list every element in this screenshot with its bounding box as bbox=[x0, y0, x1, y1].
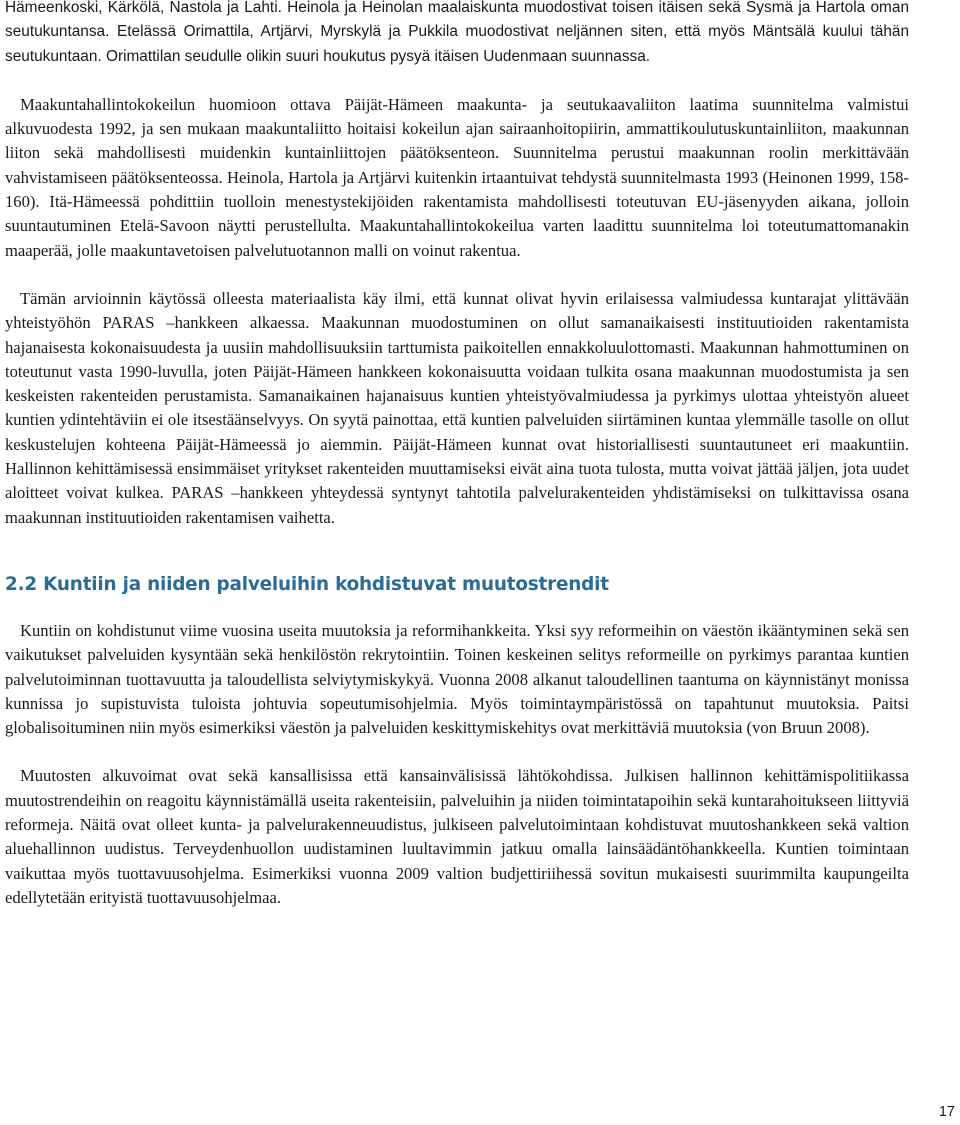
page-number: 17 bbox=[938, 1104, 955, 1120]
section-heading: 2.2 Kuntiin ja niiden palveluihin kohdistuvat muutostrendit bbox=[5, 573, 609, 595]
paragraph-3: Tämän arvioinnin käytössä olleesta materiaalista käy ilmi, että kunnat olivat hyvin erilaisessa valmiudessa kuntarajat ylittävään yhteistyöhön PARAS –hankkeen alkaessa. Maakunnan muodostuminen on ollut samanaikaisesti instituutioiden rakentamista hajanaisesta kokonaisuudesta ja uusiin mahdollisuuksiin tarttumista paikoitellen ennakkoluulottomasti. Maakunnan hahmottuminen on toteutunut vasta 1990-luvulla, joten Päijät-Hämeen hankkeen kokonaisuutta voidaan tulkita osana maakunnan muodostumista ja sen keskeisten rakenteiden perustamista. Samanaikainen hajanaisuus kuntien yhteistyövalmiudessa ja pyrkimys ulottaa yhteistyön alueet kuntien ydintehtäviin ei ole itsestäänselvyys. On syytä painottaa, että kuntien palveluiden siirtäminen kuntaa ylemmälle tasolle on ollut keskustelujen kohteena Päijät-Hämeessä jo aiemmin. Päijät-Hämeen kunnat ovat historiallisesti suuntautuneet eri maakuntiin. Hallinnon kehittämisessä ensimmäiset yritykset rakenteiden muuttamiseksi eivät aina tuota tulosta, mutta voivat jättää jäljen, jota uudet aloitteet voivat kulkea. PARAS –hankkeen yhteydessä syntynyt tahtotila palvelurakenteiden yhdistämiseksi on tulkittavissa osana maakunnan instituutioiden rakentamisen vaihetta. bbox=[5, 288, 909, 527]
paragraph-4: Kuntiin on kohdistunut viime vuosina useita muutoksia ja reformihankkeita. Yksi syy reformeihin on väestön ikääntyminen sekä sen vaikutukset palveluiden kysyntään sekä henkilöstön rekrytointiin. Toinen keskeinen selitys reformeille on pyrkimys parantaa kuntien palvelutoiminnan tuottavuutta ja taloudellista selviytymiskykyä. Vuonna 2008 alkanut taloudellinen taantuma on käynnistänyt monissa kunnissa jo supistuvista tuloista johtuvia sopeutumisohjelmia. Myös toimintaympäristössä on tapahtunut muutoksia. Paitsi globalisoituminen niin myös esimerkiksi väestön ja palveluiden keskittymiskehitys ovat merkittäviä muutoksia (von Bruun 2008). bbox=[5, 620, 909, 738]
document-page bbox=[5, 0, 909, 910]
paragraph-2: Maakuntahallintokokeilun huomioon ottava Päijät-Hämeen maakunta- ja seutukaavaliiton laatima suunnitelma valmistui alkuvuodesta 1992, ja sen mukaan maakuntaliitto hoitaisi kokeilun ajan sairaanhoitopiirin, ammattikoulutuskuntainliiton, maakunnan liiton sekä mahdollisesti muidenkin kuntainliittojen päätöksenteon. Suunnitelma perustui maakunnan roolin merkittävään vahvistamiseen päätöksenteossa. Heinola, Hartola ja Artjärvi kuitenkin irtaantuivat tehdystä suunnitelmasta 1993 (Heinonen 1999, 158-160). Itä-Hämeessä pohdittiin tuolloin menestystekijöiden rakentamista mahdollisesti toteutuvan EU-jäsenyyden aikana, jolloin suuntautuminen Etelä-Savoon näytti perustellulta. Maakuntahallintokokeilua varten laadittu suunnitelma loi toteutumattomanakin maaperää, jolle maakuntavetoisen palvelutuotannon malli on voinut rakentua. bbox=[5, 94, 909, 260]
paragraph-5: Muutosten alkuvoimat ovat sekä kansallisissa että kansainvälisissä lähtökohdissa. Julkisen hallinnon kehittämispolitiikassa muutostrendeihin on reagoitu käynnistämällä useita rakenteisiin, palveluihin ja niiden toimintatapoihin sekä kuntarahoitukseen liittyviä reformeja. Näitä ovat olleet kunta- ja palvelurakenneuudistus, julkiseen palvelutoimintaan kohdistuvat muutoshankkeen sekä valtion aluehallinnon uudistus. Terveydenhuollon uudistaminen luultavimmin jatkuu omalla lainsäädäntöhankkeella. Kuntien toimintaan vaikuttaa myös tuottavuusohjelma. Esimerkiksi vuonna 2009 valtion budjettiriihessä sovitun mukaisesti suurimmilta kaupungeilta edellytetään erityistä tuottavuusohjelmaa. bbox=[5, 766, 909, 907]
paragraph-1: Hämeenkoski, Kärkölä, Nastola ja Lahti. Heinola ja Heinolan maalaiskunta muodostivat toisen itäisen sekä Sysmä ja Hartola oman seutukuntansa. Etelässä Orimattila, Artjärvi, Myrskylä ja Pukkila muodostivat neljännen siten, että myös Mäntsälä kuului tähän seutukuntaan. Orimattilan seudulle olikin suuri houkutus pysyä itäisen Uudenmaan suunnassa. bbox=[5, 0, 909, 65]
